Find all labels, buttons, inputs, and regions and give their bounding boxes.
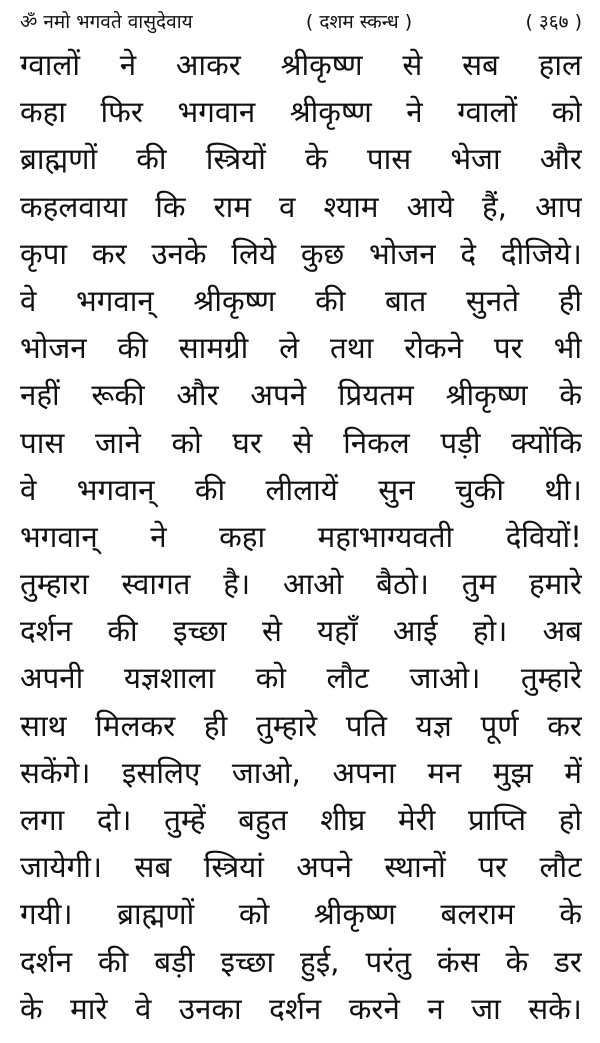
text-line: ब्राह्मणों की स्त्रियों के पास भेजा और xyxy=(20,142,582,177)
page-number: ( ३६७ ) xyxy=(525,11,582,33)
text-line: तुम्हारा स्वागत है। आओ बैठो। तुम हमारे xyxy=(20,567,582,602)
text-line: दर्शन की इच्छा से यहाँ आई हो। अब xyxy=(20,614,582,649)
text-line: ग्वालों ने आकर श्रीकृष्ण से सब हाल xyxy=(20,48,582,82)
text-line: के मारे वे उनका दर्शन करने न जा सके। xyxy=(20,991,582,1026)
text-line: दर्शन की बड़ी इच्छा हुई, परंतु कंस के डर xyxy=(20,944,582,979)
text-line: जायेगी। सब स्त्रियां अपने स्थानों पर लौट xyxy=(20,850,582,885)
text-line: वे भगवान् की लीलायें सुन चुकी थी। xyxy=(20,472,582,507)
text-line: सकेंगे। इसलिए जाओ, अपना मन मुझ में xyxy=(20,755,582,790)
text-line: नहीं रूकी और अपने प्रियतम श्रीकृष्ण के xyxy=(20,378,582,413)
text-line: लगा दो। तुम्हें बहुत शीघ्र मेरी प्राप्ति हो xyxy=(20,803,582,837)
text-line: साथ मिलकर ही तुम्हारे पति यज्ञ पूर्ण कर xyxy=(20,708,582,743)
text-line: कृपा कर उनके लिये कुछ भोजन दे दीजिये। xyxy=(20,236,582,271)
text-line: वे भगवान् श्रीकृष्ण की बात सुनते ही xyxy=(20,283,582,318)
text-line: कहलवाया कि राम व श्याम आये हैं, आप xyxy=(20,189,582,224)
page-body xyxy=(20,42,582,1033)
text-line: गयी। ब्राह्मणों को श्रीकृष्ण बलराम के xyxy=(20,897,582,932)
page-header xyxy=(20,2,582,42)
text-line: कहा फिर भगवान श्रीकृष्ण ने ग्वालों को xyxy=(20,95,582,130)
header-mantra: ॐ नमो भगवते वासुदेवाय xyxy=(20,11,193,33)
header-section: ( दशम स्कन्ध ) xyxy=(305,11,413,33)
text-line: अपनी यज्ञशाला को लौट जाओ। तुम्हारे xyxy=(20,661,582,696)
text-line: पास जाने को घर से निकल पड़ी क्योंकि xyxy=(20,425,582,460)
text-line: भगवान् ने कहा महाभाग्यवती देवियों! xyxy=(20,519,582,554)
text-line: भोजन की सामग्री ले तथा रोकने पर भी xyxy=(20,331,582,366)
